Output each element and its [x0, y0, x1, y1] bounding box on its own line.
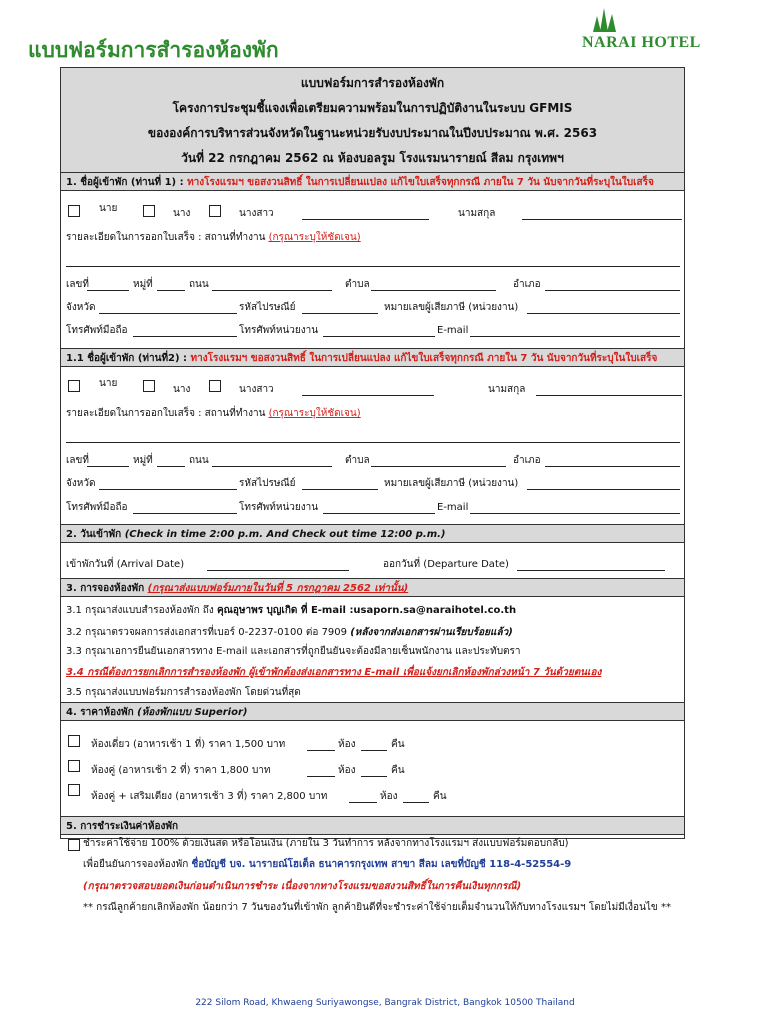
room-unit: ห้อง [338, 739, 356, 750]
step-text: 3.1 กรุณาส่งแบบสำรองห้องพัก ถึง [66, 605, 217, 616]
surname-field[interactable] [536, 395, 682, 396]
room-option-desc: ห้องเดี่ยว (อาหารเช้า 1 ที่) ราคา 1,500 บาท [91, 739, 286, 750]
label-tax-id: หมายเลขผู้เสียภาษี (หน่วยงาน) [384, 478, 519, 489]
payment-warning: (กรุณาตรวจสอบยอดเงินก่อนดำเนินการชำระ เนื่องจากทางโรงแรมขอสงวนสิทธิ์ในการคืนเงินทุกกรณี) [83, 881, 522, 892]
section-checkin-header [61, 524, 684, 543]
postcode-field[interactable] [302, 313, 378, 314]
label-mr: นาย [99, 378, 118, 389]
receipt-details [66, 231, 361, 245]
room-option-desc: ห้องคู่ + เสริมเตียง (อาหารเช้า 3 ที่) ราคา 2,800 บาท [91, 791, 328, 802]
bank-account-info: ชื่อบัญชี บจ. นารายณ์โฮเต็ล ธนาคารกรุงเทพ สาขา สีลม เลขที่บัญชี 118-4-52554-9 [191, 859, 572, 870]
label-province: จังหวัด [66, 478, 96, 489]
road-field[interactable] [212, 466, 332, 467]
payment-account [83, 858, 571, 872]
logo-text: NARAI HOTEL [582, 34, 701, 51]
section-guest-2-header [61, 348, 684, 367]
night-unit: คืน [391, 765, 405, 776]
amphoe-field[interactable] [545, 466, 680, 467]
project-title: โครงการประชุมชี้แจงเพื่อเตรียมความพร้อมในการปฏิบัติงานในระบบ GFMIS [172, 101, 573, 115]
room-unit: ห้อง [338, 765, 356, 776]
checkbox-miss[interactable] [209, 205, 221, 217]
office-phone-field[interactable] [323, 513, 435, 514]
form-title: แบบฟอร์มการสำรองห้องพัก [300, 76, 445, 90]
label-postcode: รหัสไปรษณีย์ [239, 478, 296, 489]
room-count-field[interactable] [307, 776, 335, 777]
label-tax-id: หมายเลขผู้เสียภาษี (หน่วยงาน) [384, 302, 519, 313]
account-prefix: เพื่อยืนยันการจองห้องพัก [83, 859, 192, 870]
mobile-field[interactable] [133, 513, 237, 514]
cancellation-policy: ** กรณีลูกค้ายกเลิกห้องพัก น้อยกว่า 7 วันของวันที่เข้าพัก ลูกค้ายินดีที่จะชำระค่าใช้จ่ายเต็มจำนวนให้กับทางโรงแรมฯ โดยไม่มีเงื่อนไข ** [83, 902, 671, 913]
label-tambon: ตำบล [345, 455, 370, 466]
label-mrs: นาง [173, 208, 191, 219]
receipt-note: (กรุณาระบุให้ชัดเจน) [268, 232, 361, 243]
label-arrival-date: เข้าพักวันที่ (Arrival Date) [66, 559, 185, 570]
booking-step-4: 3.4 กรณีต้องการยกเลิกการสำรองห้องพัก ผู้เข้าพักต้องส่งเอกสารทาง E-mail เพื่อแจ้งยกเลิกห้องพักล่วงหน้า 7 วันด้วยตนเอง [66, 667, 602, 678]
section-label: 5. การชำระเงินค่าห้องพัก [66, 821, 178, 832]
checkbox-mr[interactable] [68, 380, 80, 392]
workplace-field[interactable] [66, 442, 680, 443]
section-note: ทางโรงแรมฯ ขอสงวนสิทธิ์ ในการเปลี่ยนแปลง แก้ไขใบเสร็จทุกกรณี ภายใน 7 วัน นับจากวันที่ระบุในใบเสร็จ [190, 353, 658, 364]
receipt-label: รายละเอียดในการออกใบเสร็จ : สถานที่ทำงาน [66, 232, 269, 243]
departure-date-field[interactable] [517, 570, 665, 571]
section-note: ทางโรงแรมฯ ขอสงวนสิทธิ์ ในการเปลี่ยนแปลง แก้ไขใบเสร็จทุกกรณี ภายใน 7 วัน นับจากวันที่ระบุในใบเสร็จ [187, 177, 654, 188]
label-mobile: โทรศัพท์มือถือ [66, 502, 128, 513]
office-phone-field[interactable] [323, 336, 435, 337]
road-field[interactable] [212, 290, 332, 291]
label-mr: นาย [99, 203, 118, 214]
checkbox-miss[interactable] [209, 380, 221, 392]
label-tambon: ตำบล [345, 279, 370, 290]
province-field[interactable] [99, 313, 237, 314]
hotel-logo [578, 4, 718, 56]
checkbox-mrs[interactable] [143, 380, 155, 392]
moo-field[interactable] [157, 290, 185, 291]
postcode-field[interactable] [302, 489, 378, 490]
page-heading: แบบฟอร์มการสำรองห้องพัก [28, 38, 279, 62]
contact-email: คุณอุษาพร บุญเกิด ที่ E-mail :usaporn.sa@naraihotel.co.th [216, 605, 517, 616]
arrival-date-field[interactable] [207, 570, 349, 571]
label-mobile: โทรศัพท์มือถือ [66, 325, 128, 336]
first-name-field[interactable] [302, 395, 434, 396]
night-count-field[interactable] [403, 802, 429, 803]
label-miss: นางสาว [239, 208, 274, 219]
section-payment-header [61, 816, 684, 835]
checkbox-mrs[interactable] [143, 205, 155, 217]
address-no-field[interactable] [87, 290, 129, 291]
label-email: E-mail [437, 325, 469, 336]
label-no: เลขที่ [66, 455, 89, 466]
checkbox-payment[interactable] [68, 839, 80, 851]
room-unit: ห้อง [380, 791, 398, 802]
workplace-field[interactable] [66, 266, 680, 267]
surname-field[interactable] [522, 219, 682, 220]
label-road: ถนน [189, 279, 209, 290]
section-label: 3. การจองห้องพัก [66, 583, 148, 594]
booking-step-3: 3.3 กรุณาเอการยืนยันเอกสารทาง E-mail และเอกสารที่ถูกยืนยันจะต้องมีลายเซ็นพนักงาน และประทับตรา [66, 646, 521, 657]
form-header [61, 68, 684, 173]
section-booking-header [61, 578, 684, 597]
label-email: E-mail [437, 502, 469, 513]
label-amphoe: อำเภอ [513, 279, 541, 290]
step-note: (หลังจากส่งเอกสารผ่านเรียบร้อยแล้ว) [350, 627, 513, 638]
reservation-form [60, 67, 685, 913]
label-province: จังหวัด [66, 302, 96, 313]
email-field[interactable] [470, 336, 680, 337]
section-note: (กรุณาส่งแบบฟอร์มภายในวันที่ 5 กรกฎาคม 2562 เท่านั้น) [147, 583, 409, 594]
label-office-phone: โทรศัพท์หน่วยงาน [239, 325, 319, 336]
event-date-line: วันที่ 22 กรกฎาคม 2562 ณ ห้องบอลรูม โรงแรมนารายณ์ สีลม กรุงเทพฯ [181, 151, 564, 165]
label-surname: นามสกุล [458, 208, 496, 219]
email-field[interactable] [470, 513, 680, 514]
mobile-field[interactable] [133, 336, 237, 337]
receipt-details [66, 407, 361, 421]
label-miss: นางสาว [239, 384, 274, 395]
booking-step-2 [66, 626, 513, 640]
room-count-field[interactable] [349, 802, 377, 803]
checkbox-double-room[interactable] [68, 760, 80, 772]
section-note: (Check in time 2:00 p.m. And Check out time 12:00 p.m.) [124, 529, 446, 540]
label-surname: นามสกุล [488, 384, 526, 395]
label-postcode: รหัสไปรษณีย์ [239, 302, 296, 313]
room-option-desc: ห้องคู่ (อาหารเช้า 2 ที่) ราคา 1,800 บาท [91, 765, 271, 776]
booking-step-5: 3.5 กรุณาส่งแบบฟอร์มการสำรองห้องพัก โดยด่วนที่สุด [66, 687, 301, 698]
organization-line: ขององค์การบริหารส่วนจังหวัดในฐานะหน่วยรับงบประมาณในปีงบประมาณ พ.ศ. 2563 [147, 126, 598, 140]
label-no: เลขที่ [66, 279, 89, 290]
label-road: ถนน [189, 455, 209, 466]
section-note: (ห้องพักแบบ Superior) [137, 707, 248, 718]
section-label: 4. ราคาห้องพัก [66, 707, 138, 718]
checkbox-single-room[interactable] [68, 735, 80, 747]
tax-id-field[interactable] [527, 489, 680, 490]
checkbox-mr[interactable] [68, 205, 80, 217]
receipt-label: รายละเอียดในการออกใบเสร็จ : สถานที่ทำงาน [66, 408, 269, 419]
receipt-note: (กรุณาระบุให้ชัดเจน) [268, 408, 361, 419]
label-moo: หมู่ที่ [133, 455, 153, 466]
label-office-phone: โทรศัพท์หน่วยงาน [239, 502, 319, 513]
payment-terms: ชำระค่าใช้จ่าย 100% ด้วยเงินสด หรือโอนเงิน (ภายใน 3 วันทำการ หลังจากทางโรงแรมฯ ส่งแบบฟอร์มตอบกลับ) [83, 838, 569, 849]
address-no-field[interactable] [87, 466, 129, 467]
province-field[interactable] [99, 489, 237, 490]
amphoe-field[interactable] [545, 290, 680, 291]
section-label: 1. ชื่อผู้เข้าพัก (ท่านที่ 1) : [66, 177, 188, 188]
section-guest-1-header [61, 172, 684, 191]
night-count-field[interactable] [361, 776, 387, 777]
bamboo-logo-icon [578, 4, 718, 34]
night-count-field[interactable] [361, 750, 387, 751]
tax-id-field[interactable] [527, 313, 680, 314]
moo-field[interactable] [157, 466, 185, 467]
section-label: 2. วันเข้าพัก [66, 529, 125, 540]
section-room-rate-header [61, 702, 684, 721]
tambon-field[interactable] [371, 290, 496, 291]
hotel-address-footer: 222 Silom Road, Khwaeng Suriyawongse, Bangrak District, Bangkok 10500 Thailand [195, 998, 575, 1008]
label-mrs: นาง [173, 384, 191, 395]
booking-step-1 [66, 604, 516, 618]
label-amphoe: อำเภอ [513, 455, 541, 466]
night-unit: คืน [433, 791, 447, 802]
section-label: 1.1 ชื่อผู้เข้าพัก (ท่านที่2) : [66, 353, 191, 364]
first-name-field[interactable] [302, 219, 429, 220]
step-text: 3.2 กรุณาตรวจผลการส่งเอกสารที่เบอร์ 0-2237-0100 ต่อ 7909 [66, 627, 351, 638]
tambon-field[interactable] [371, 466, 506, 467]
night-unit: คืน [391, 739, 405, 750]
label-departure-date: ออกวันที่ (Departure Date) [383, 559, 509, 570]
checkbox-extra-bed-room[interactable] [68, 784, 80, 796]
room-count-field[interactable] [307, 750, 335, 751]
label-moo: หมู่ที่ [133, 279, 153, 290]
